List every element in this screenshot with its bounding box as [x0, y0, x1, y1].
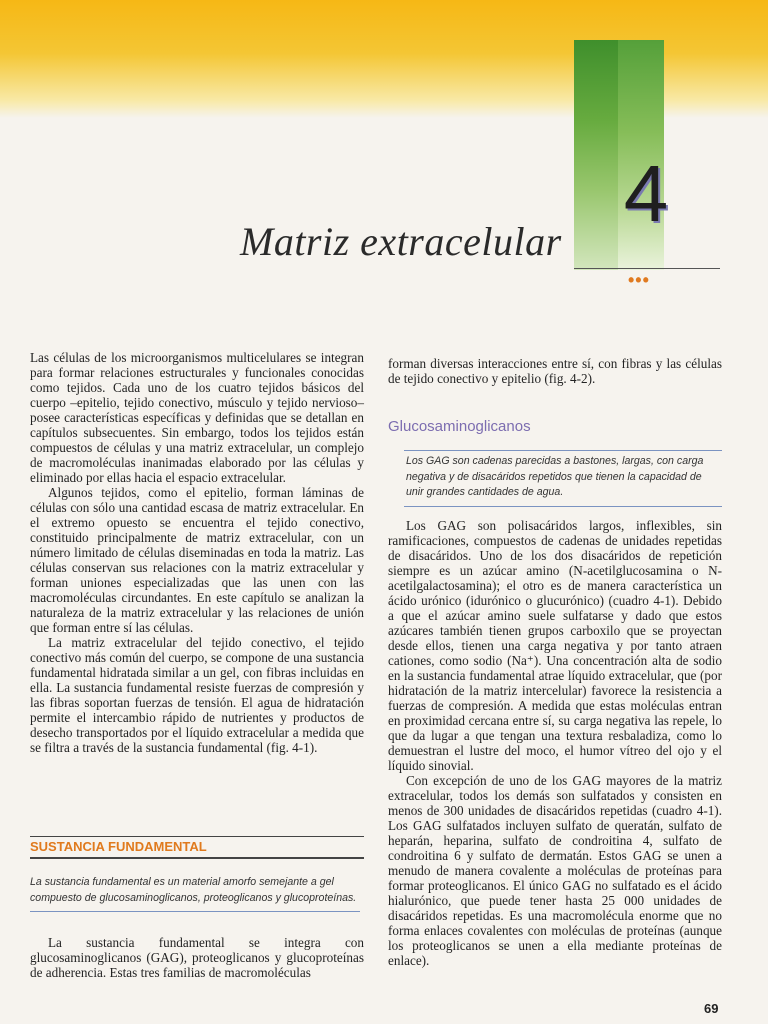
left-bottom-column [30, 935, 364, 980]
paragraph: Los GAG son polisacáridos largos, inflexibles, sin ramificaciones, compuestos de cadenas de unidades repetidas de disacáridos. Uno de los dos disacáridos de repetición siempre es un azúcar amino (N-acetilglucosamina o N-acetilgalactosamina); el otro es de manera característica un ácido urónico (idurónico o glucurónico) (cuadro 4-1). Debido a que el azúcar amino suele sulfatarse y dado que estos azúcares también tienen grupos carboxilo que se proyectan desde ellos, tienen una carga negativa y por tanto atraen cationes, como sodio (Na⁺). Una concentración alta de sodio en la sustancia fundamental atrae líquido extracelular, que (por hidratación de la matriz intercelular) favorece la resistencia a fuerzas de compresión. A medida que estas moléculas entran en proximidad cercana entre sí, su carga negativa las repele, lo que da lugar a que tengan una textura resbaladiza, como lo demuestran el lustre del moco, el humor vítreo del ojo y el líquido sinovial. [388, 518, 722, 773]
paragraph: Las células de los microorganismos multicelulares se integran para formar relaciones estructurales y funcionales conocidas como tejidos. Cada uno de los cuatro tejidos básicos del cuerpo –epitelio, tejido conectivo, músculo y tejido nervioso– posee características específicas y definidas que se detallan en capítulos subsecuentes. Sin embargo, todos los tejidos están compuestos de células y una matriz extracelular, un complejo de macromoléculas inanimadas elaborado por las células y eliminado por ellas hacia el espacio extracelular. [30, 350, 364, 485]
chapter-number: 4 [623, 149, 669, 238]
section-summary-sustancia: La sustancia fundamental es un material amorfo semejante a gel compuesto de glucosaminoglicanos, proteoglicanos y glucoproteínas. [30, 875, 360, 912]
section-heading-sustancia: SUSTANCIA FUNDAMENTAL [30, 836, 364, 854]
chapter-dots: ••• [628, 270, 650, 290]
paragraph: Con excepción de uno de los GAG mayores de la matriz extracelular, todos los demás son sulfatados y consisten en menos de 300 unidades de disacáridos repetidas (cuadro 4-1). Los GAG sulfatados incluyen sulfato de queratán, sulfato de heparán, heparina, sulfato de condroitina 4, sulfato de condroitina 6 y sulfato de dermatán. Estos GAG se unen a menudo de manera covalente a moléculas de proteínas para formar proteoglicanos. El único GAG no sulfatado es el ácido hialurónico, que puede tener hasta 25 000 unidades de disacáridos repetidas. Es una macromolécula enorme que no forma enlaces covalentes con moléculas de proteínas (aunque los proteoglicanos se unen a ella mediante proteínas de enlace). [388, 773, 722, 968]
right-column-top [388, 356, 722, 386]
paragraph: La sustancia fundamental se integra con glucosaminoglicanos (GAG), proteoglicanos y glucoproteínas de adherencia. Estas tres familias de macromoléculas [30, 935, 364, 980]
chapter-title: Matriz extracelular [240, 219, 562, 264]
section-summary-gag: Los GAG son cadenas parecidas a bastones, largas, con carga negativa y de disacáridos repetidos que tienen la capacidad de unir grandes cantidades de agua. [404, 450, 722, 507]
page-number: 69 [704, 1001, 719, 1016]
section-heading-gag: Glucosaminoglicanos [388, 418, 531, 435]
left-column [30, 350, 364, 755]
paragraph: La matriz extracelular del tejido conectivo, el tejido conectivo más común del cuerpo, se compone de una sustancia fundamental hidratada similar a un gel, con fibras incluidas en ella. La sustancia fundamental resiste fuerzas de compresión y las fibras soportan fuerzas de tensión. El agua de hidratación permite el intercambio rápido de nutrientes y productos de desecho transportados por el líquido extracelular a medida que se filtra a través de la sustancia fundamental (fig. 4-1). [30, 635, 364, 755]
paragraph: Algunos tejidos, como el epitelio, forman láminas de células con sólo una cantidad escasa de matriz extracelular. En el extremo opuesto se encuentra el tejido conectivo, constituido principalmente de matriz extracelular, con un número limitado de células diseminadas en toda la matriz. Las células conservan sus relaciones con la matriz extracelular y forman uniones especializadas que las unen con las macromoléculas circundantes. En este capítulo se analizan la naturaleza de la matriz extracelular y las relaciones de unión que forman entre sí las células. [30, 485, 364, 635]
right-column [388, 518, 722, 968]
title-rule [574, 268, 720, 269]
section-rule [30, 857, 364, 859]
paragraph: forman diversas interacciones entre sí, con fibras y las células de tejido conectivo y epitelio (fig. 4-2). [388, 356, 722, 386]
